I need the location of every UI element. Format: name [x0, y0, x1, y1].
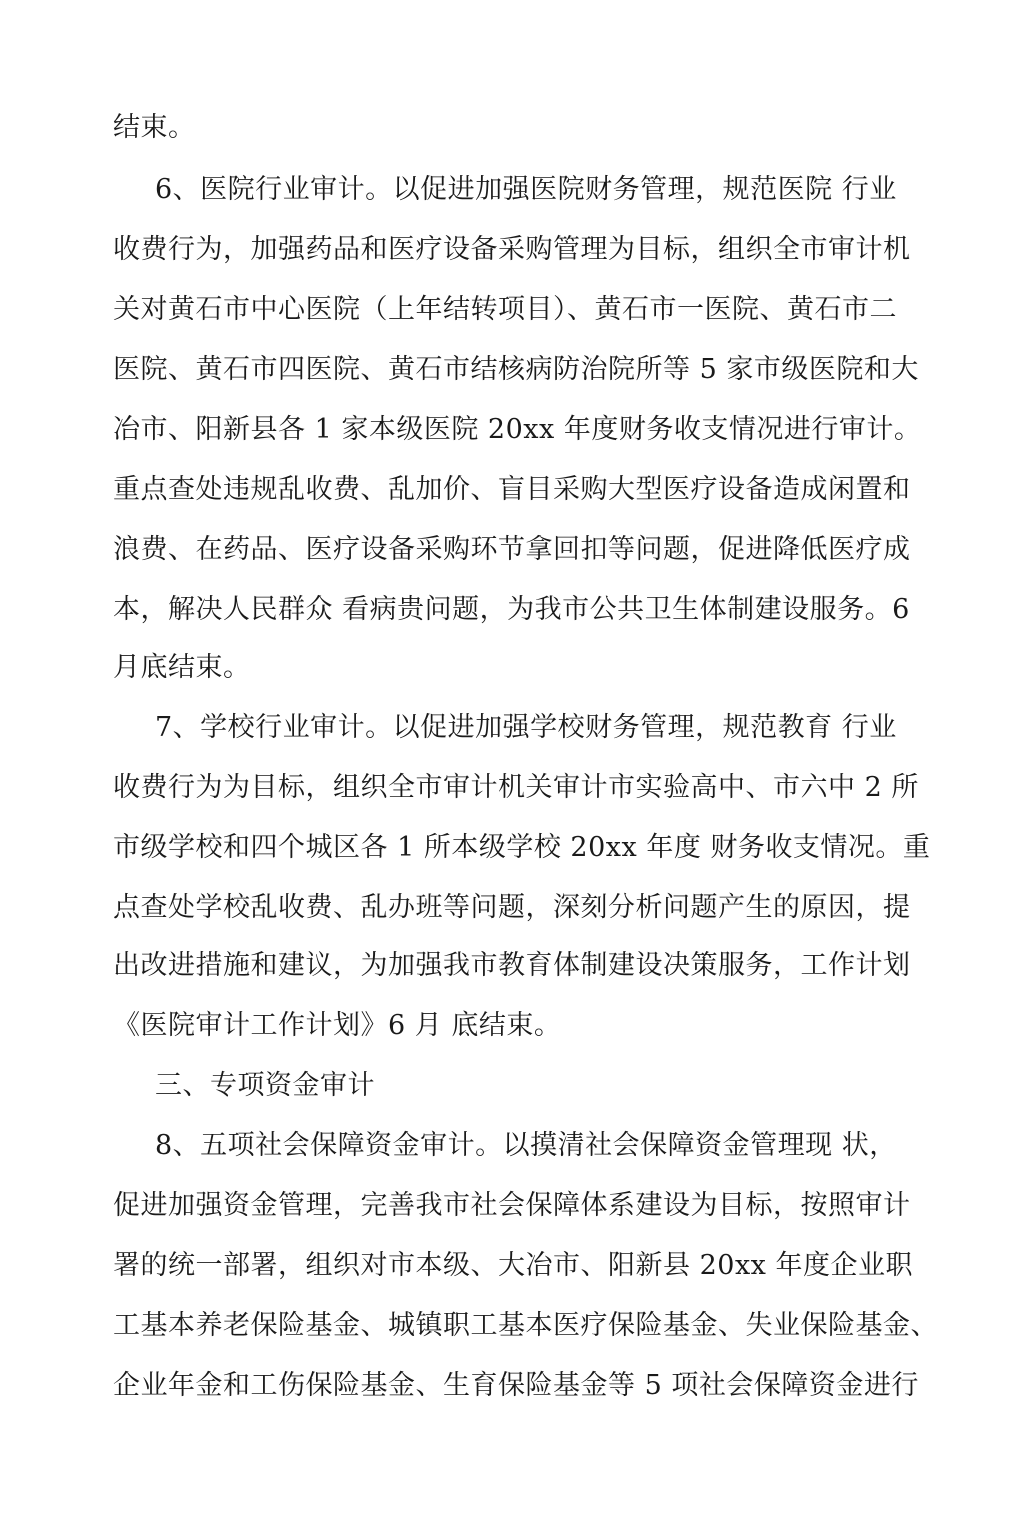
text-line: 结束。 [113, 112, 196, 143]
text-line: 医院、黄石市四医院、黄石市结核病防治院所等 5 家市级医院和大 [113, 354, 919, 385]
text-line: 本，解决人民群众 看病贵问题，为我市公共卫生体制建设服务。6 [113, 594, 910, 625]
text-line: 冶市、阳新县各 1 家本级医院 20xx 年度财务收支情况进行审计。 [113, 414, 922, 445]
text-line: 企业年金和工伤保险基金、生育保险基金等 5 项社会保障资金进行 [113, 1370, 919, 1401]
text-line: 出改进措施和建议，为加强我市教育体制建设决策服务，工作计划 [113, 950, 911, 981]
text-line: 重点查处违规乱收费、乱加价、盲目采购大型医疗设备造成闲置和 [113, 474, 911, 505]
text-line: 浪费、在药品、医疗设备采购环节拿回扣等问题，促进降低医疗成 [113, 534, 911, 565]
section-heading: 三、专项资金审计 [155, 1070, 375, 1101]
text-line: 促进加强资金管理，完善我市社会保障体系建设为目标，按照审计 [113, 1190, 911, 1221]
text-line: 点查处学校乱收费、乱办班等问题，深刻分析问题产生的原因，提 [113, 892, 911, 923]
text-line: 7、学校行业审计。以促进加强学校财务管理，规范教育 行业 [155, 712, 897, 743]
text-line: 6、医院行业审计。以促进加强医院财务管理，规范医院 行业 [155, 174, 897, 205]
text-line: 收费行为为目标，组织全市审计机关审计市实验高中、市六中 2 所 [113, 772, 919, 803]
text-line: 收费行为，加强药品和医疗设备采购管理为目标，组织全市审计机 [113, 234, 911, 265]
text-line: 关对黄石市中心医院（上年结转项目）、黄石市一医院、黄石市二 [113, 294, 897, 325]
text-line: 《医院审计工作计划》6 月 底结束。 [113, 1010, 562, 1041]
text-line: 8、五项社会保障资金审计。以摸清社会保障资金管理现 状， [155, 1130, 897, 1161]
text-line: 工基本养老保险基金、城镇职工基本医疗保险基金、失业保险基金、 [113, 1310, 938, 1341]
text-line: 月底结束。 [113, 652, 251, 683]
text-line: 署的统一部署，组织对市本级、大冶市、阳新县 20xx 年度企业职 [113, 1250, 913, 1281]
text-line: 市级学校和四个城区各 1 所本级学校 20xx 年度 财务收支情况。重 [113, 832, 931, 863]
